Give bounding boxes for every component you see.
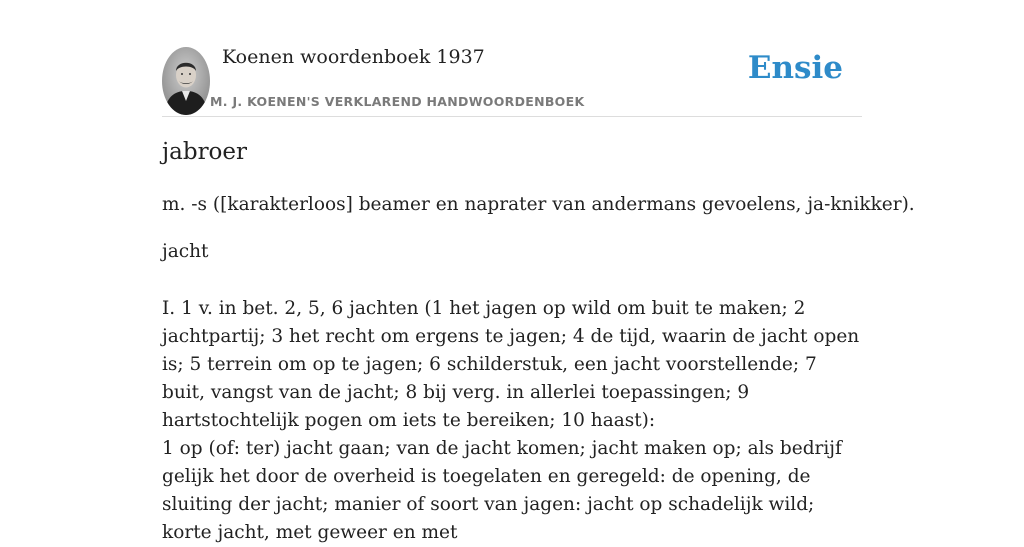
page — [162, 0, 915, 543]
entry-headword: jacht — [162, 241, 209, 262]
ensie-logo-link[interactable]: Ensie — [747, 50, 843, 86]
entry-paragraph: I. 1 v. in bet. 2, 5, 6 jachten (1 het jagen op wild om buit te maken; 2 jachtpartij; 3 het recht om ergens te jagen; 4 de tijd, waarin de jacht open is; 5 terrein om op te jagen; 6 schilderstuk, een jacht voorstellende; 7 buit, vangst van de jacht; 8 bij verg. in allerlei toepassingen; 9 hartstochtelijk pogen om iets te bereiken; 10 haast): — [162, 298, 860, 431]
portrait-photo-icon — [162, 47, 210, 115]
site-subtitle: M. J. KOENEN'S VERKLAREND HANDWOORDENBOEK — [210, 94, 585, 109]
entry-body — [162, 295, 862, 547]
entry-paragraph: 1 op (of: ter) jacht gaan; van de jacht komen; jacht maken op; als bedrijf gelijk het door de overheid is toegelaten en geregeld: de opening, de sluiting der jacht; manier of soort van jagen: jacht op schadelijk wild; korte jacht, met geweer en met — [162, 438, 842, 543]
site-header — [162, 0, 862, 117]
entry-headword: jabroer — [162, 139, 248, 165]
entry-definition: m. -s ([karakterloos] beamer en naprater van andermans gevoelens, ja-knikker). — [162, 194, 915, 215]
site-title[interactable]: Koenen woordenboek 1937 — [222, 46, 485, 68]
